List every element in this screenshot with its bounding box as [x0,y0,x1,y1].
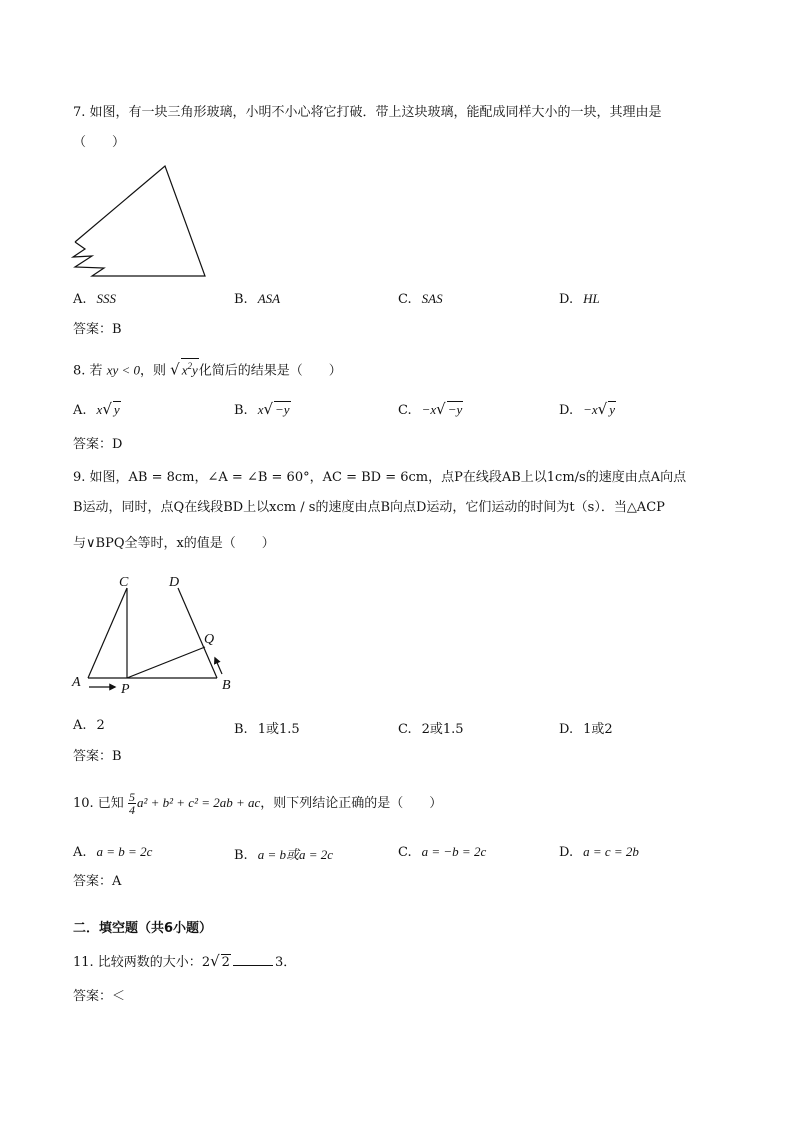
option-text: SSS [96,291,117,306]
q8-stem [73,358,342,379]
option-text: 1或1.5 [257,722,300,737]
q8-prefix: 8. 若 [73,363,103,379]
q10-answer: 答案：A [73,874,122,889]
q11-answer: 答案：＜ [73,989,126,1004]
option-text: 1或2 [583,722,613,737]
q10-suffix: ，则下列结论正确的是（ ） [260,796,443,811]
q8-option-d[interactable]: D. −x√ y [559,400,615,418]
q7-stem: 7. 如图，有一块三角形玻璃，小明不小心将它打破．带上这块玻璃，能配成同样大小的一块，其理由是 [73,105,662,120]
option-label: B. [234,722,248,737]
q10-option-b[interactable] [234,844,333,863]
q8-radicand: $x^2y$ [181,358,199,377]
section-title: 二．填空题（共6小题） [73,921,213,936]
answer-blank[interactable] [233,953,273,966]
option-text: a = b = 2c [96,844,153,859]
q10-stem [73,788,442,819]
q7-broken-triangle-figure [70,160,215,282]
q7-answer: 答案：B [73,322,122,337]
q11-suffix: 3． [274,955,297,970]
q7-paren: （ ） [73,135,126,150]
option-label: A. [73,845,87,860]
q9-geometry-figure [65,570,245,700]
q9-option-a[interactable] [73,718,105,733]
q8-option-b[interactable]: B. x√ −y [234,400,290,418]
q8-option-a[interactable]: A. x√ y [73,400,120,418]
option-text: HL [583,291,600,306]
option-text: a = −b = 2c [421,844,487,859]
q9-line3: 与∨BPQ全等时，x的值是（ ） [73,536,275,551]
q9-option-b[interactable] [234,718,300,737]
label-d: D [169,575,180,590]
option-label: C. [398,845,412,860]
q11-radicand: 2 [221,955,230,970]
radical-sign: √ [170,360,180,379]
q7-option-a[interactable] [73,291,116,307]
q9-line1: 9. 如图，AB = 8cm，∠A = ∠B = 60°，AC = BD = 6cm，点P在线段AB上以1cm/s的速度由点A向点 [73,470,687,485]
option-label: D. [559,845,574,860]
q10-option-d[interactable] [559,844,639,860]
q10-option-c[interactable] [398,844,486,860]
q11-prefix: 11. 比较两数的大小： [73,955,202,970]
q10-equation: a² + b² + c² = 2ab + ac [136,795,261,810]
segment-pq [127,647,205,678]
q8-condition: xy < 0 [106,362,140,378]
option-label: D. [559,722,574,737]
q10-prefix: 10. 已知 [73,796,124,811]
q8-option-c[interactable]: C. −x√ −y [398,400,463,418]
q11-coef: 2 [201,955,211,970]
fraction-5-4: $\frac{5}{4}$ [128,790,135,817]
q7-option-b[interactable] [234,291,280,307]
option-text: SAS [421,291,443,306]
option-label: C. [398,722,412,737]
q10-option-a[interactable] [73,844,152,860]
option-label: A. [73,292,87,307]
label-p: P [121,682,130,697]
option-text: 2或1.5 [421,722,464,737]
label-q: Q [204,632,215,647]
option-label: B. [234,292,248,307]
segment-ac [88,588,127,678]
q8-suffix: 化简后的结果是（ ） [198,363,342,379]
q9-answer: 答案：B [73,749,122,764]
broken-triangle-outline [73,166,205,276]
q8-answer: 答案：D [73,437,123,452]
label-a: A [72,675,81,690]
q9-option-c[interactable] [398,718,464,737]
option-label: B. [234,848,248,863]
q9-option-d[interactable] [559,718,613,737]
arrow-b-to-q [215,658,222,674]
option-text: a = b或a = 2c [257,847,334,862]
q8-mid: ，则 [140,363,167,379]
option-label: A. [73,718,87,733]
radical-sign: √ [210,952,220,970]
q9-line2: B运动，同时，点Q在线段BD上以xcm / s的速度由点B向点D运动，它们运动的时间为t（s）．当△ACP [73,500,665,515]
option-label: D. [559,292,574,307]
option-label: C. [398,292,412,307]
option-text: a = c = 2b [583,844,639,859]
q7-option-c[interactable] [398,291,443,307]
label-c: C [119,575,129,590]
q11-stem [73,953,296,971]
q7-option-d[interactable] [559,291,600,307]
label-b: B [222,678,231,693]
option-text: ASA [257,291,281,306]
option-text: 2 [96,718,105,733]
